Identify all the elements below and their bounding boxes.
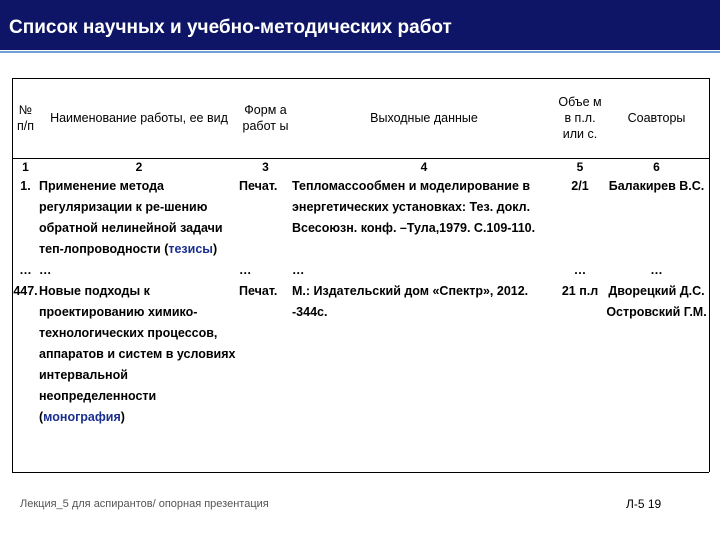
slide-title: Список научных и учебно-методических работ <box>9 17 452 38</box>
col-header-form: Форм а работ ы <box>242 103 289 133</box>
col-header-name: Наименование работы, ее вид <box>50 111 228 125</box>
table-border-top <box>12 78 709 79</box>
work-output: Тепломассообмен и моделирование в энергетических установках: Тез. докл. Всесоюзн. конф. –Тула,1979. С.109-110. <box>292 179 536 235</box>
work-coauthors: Дворецкий Д.С. Островский Г.М. <box>606 284 707 319</box>
row-number: 1. <box>20 179 31 193</box>
table-row <box>12 260 709 281</box>
table-border-left <box>12 78 13 472</box>
table-header-row <box>12 78 709 159</box>
table-border-right <box>709 78 710 472</box>
work-form: Печат. <box>239 179 278 193</box>
work-kind: тезисы <box>168 242 213 256</box>
work-volume: 21 п.л <box>561 284 599 298</box>
slide-number: Л-5 19 <box>626 497 662 511</box>
col-header-number: № п/п <box>16 103 34 133</box>
col-number: 3 <box>239 159 292 177</box>
table-row <box>12 176 709 260</box>
col-number: 4 <box>292 159 556 177</box>
table-row <box>12 281 709 428</box>
work-title-close: ) <box>212 242 218 256</box>
work-output: М.: Издательский дом «Спектр», 2012. -344с. <box>292 284 529 319</box>
col-header-coauthors: Соавторы <box>627 111 686 125</box>
col-header-output: Выходные данные <box>370 111 478 125</box>
work-volume: … <box>573 263 587 277</box>
col-number: 2 <box>39 159 239 177</box>
work-kind: монография <box>43 410 121 424</box>
work-form: … <box>239 263 252 277</box>
footer-note: Лекция_5 для аспирантов/ опорная презентация <box>20 498 269 510</box>
work-title-text: Применение метода регуляризации к ре-шению обратной нелинейной задачи теп-лопроводности ( <box>39 179 223 256</box>
work-coauthors: … <box>650 263 663 277</box>
work-title <box>39 176 239 260</box>
table-border-bottom <box>12 472 709 473</box>
work-volume: 2/1 <box>571 179 589 193</box>
work-title <box>39 281 239 428</box>
work-coauthors: Балакирев В.С. <box>608 179 705 193</box>
title-accent-line <box>0 51 720 53</box>
col-number: 5 <box>556 159 604 177</box>
col-number: 6 <box>604 159 709 177</box>
work-form: Печат. <box>239 284 278 298</box>
work-output: … <box>292 263 305 277</box>
row-number: … <box>19 263 32 277</box>
col-header-volume: Объе м в п.л. или с. <box>558 95 602 141</box>
work-title-close: ) <box>120 410 125 424</box>
title-bar <box>0 0 720 50</box>
row-number: 447. <box>13 284 38 298</box>
work-title: … <box>39 263 52 277</box>
column-number-row <box>12 159 709 177</box>
works-table <box>12 78 709 428</box>
work-title-text: Новые подходы к проектированию химико-технологических процессов, аппаратов и систем в условиях интервальной неопределенности ( <box>39 284 236 424</box>
col-number: 1 <box>12 159 39 177</box>
